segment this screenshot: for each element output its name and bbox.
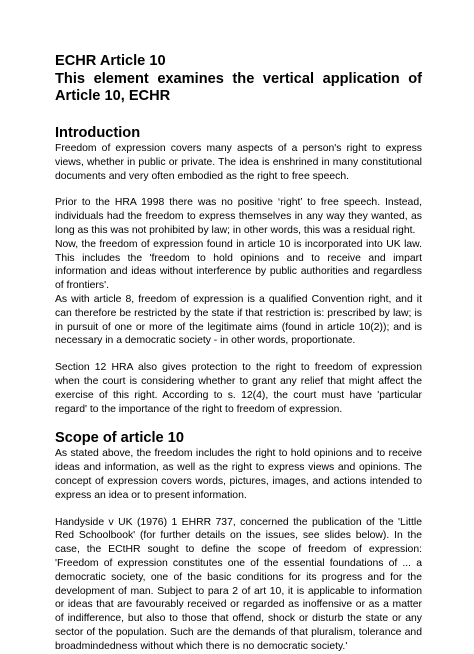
intro-paragraph-5: Section 12 HRA also gives protection to the right to freedom of expression when the court is considering whether to grant any relief that might affect the exercise of this right. According to s. 12(4), the court must have 'particular regard' to the importance of the right to freedom of expression. [55,362,422,415]
intro-paragraph-2: Prior to the HRA 1998 there was no positive ‘right’ to free speech. Instead, individuals had the freedom to express themselves in any way they wanted, as long as this was not prohibited by law; in other words, this was a residual right. [55,197,422,236]
intro-paragraph-4: As with article 8, freedom of expression is a qualified Convention right, and it can therefore be restricted by the state if that restriction is: prescribed by law; is in pursuit of one or more of the legitimate aims (found in article 10(2)); and is necessary in a democratic society - in other words, proportionate. [55,293,422,347]
scope-heading: Scope of article 10 [55,430,184,447]
intro-paragraph-1: Freedom of expression covers many aspects of a person's right to express views, whether in public or private. The idea is enshrined in many constitutional documents and very often embodied as the right to free speech. [55,143,422,182]
introduction-heading: Introduction [55,125,141,141]
document-subtitle: This element examines the vertical application of Article 10, ECHR [55,71,422,104]
scope-paragraph-2: Handyside v UK (1976) 1 EHRR 737, concerned the publication of the 'Little Red Schoolbook' (for further details on the issues, see slides below). In the case, the ECtHR sought to define the scope of freedom of expression: 'Freedom of expression constitutes one of the essential foundations of ... a democratic society, one of the basic conditions for its progress and for the development of man. Subject to para 2 of art 10, it is applicable to information or ideas that are favourably received or regarded as inoffensive or as a matter of indifference, but also to those that offend, shock or disturb the state or any sector of the population. Such are the demands of that pluralism, tolerance and broadmindedness without which there is no democratic society.' [55,516,422,652]
document-title: ECHR Article 10 [55,53,166,69]
scope-paragraph-1: As stated above, the freedom includes the right to hold opinions and to receive ideas and information, as well as the right to express views and opinions. The concept of expression covers words, pictures, images, and actions intended to express an idea or to present information. [55,448,422,501]
intro-paragraph-3: Now, the freedom of expression found in article 10 is incorporated into UK law. This includes the 'freedom to hold opinions and to receive and impart information and ideas without interference by public authorities and regardless of frontiers'. [55,238,422,292]
